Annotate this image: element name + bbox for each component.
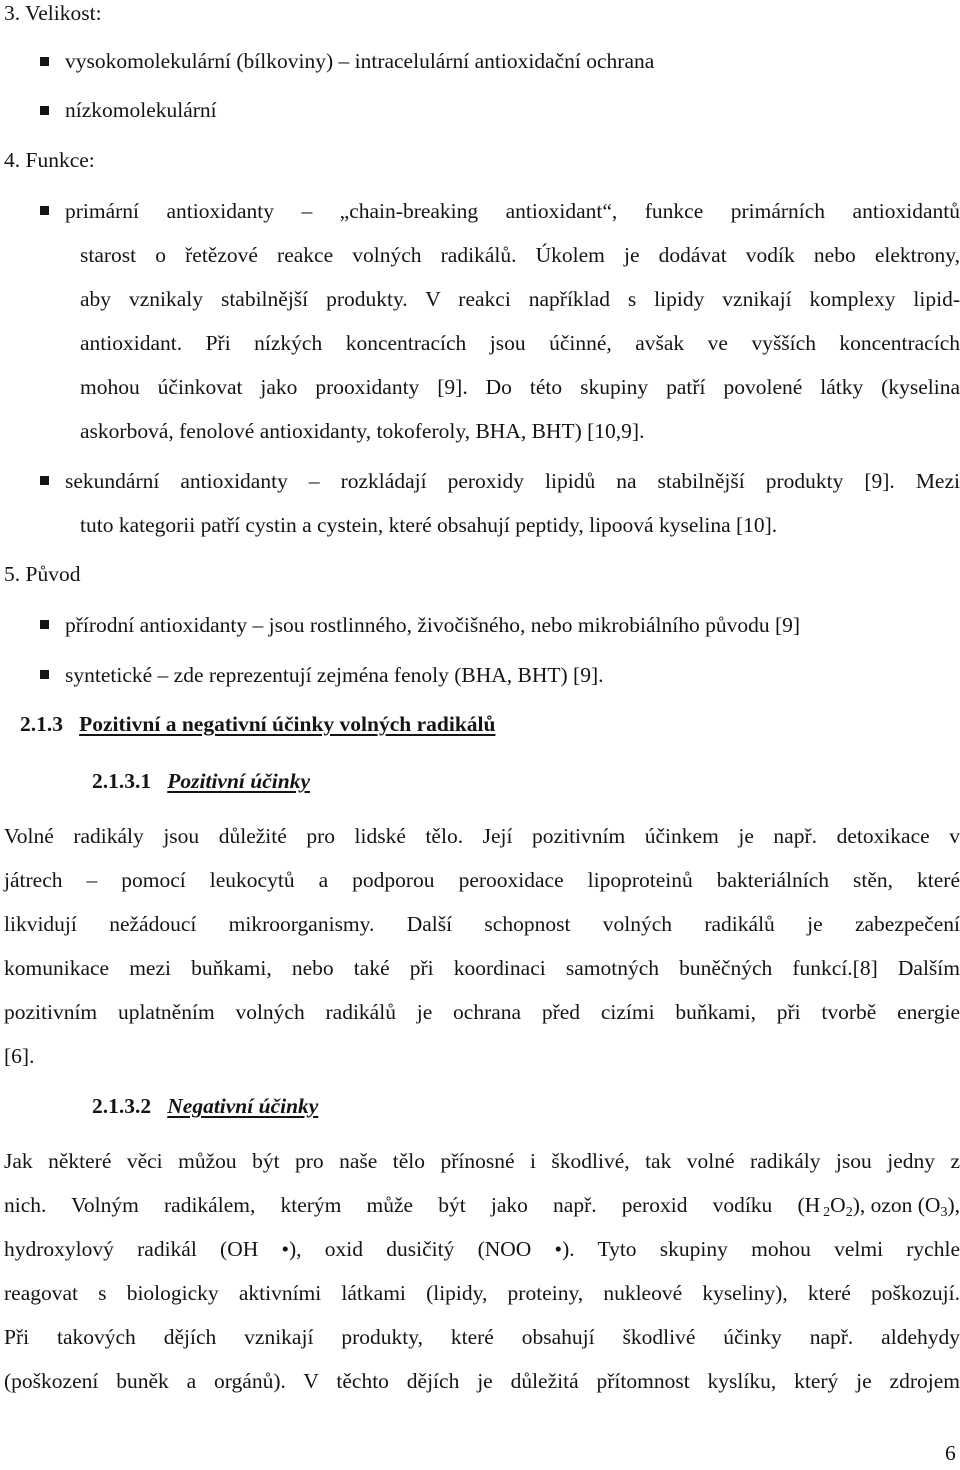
bullet-icon — [40, 106, 49, 115]
subscript: 3 — [940, 1205, 948, 1220]
size-item-1: vysokomolekulární (bílkoviny) – intracelulární antioxidační ochrana — [65, 49, 655, 73]
section-title: Pozitivní a negativní účinky volných radikálů — [79, 712, 496, 736]
origin-item-1: přírodní antioxidanty – jsou rostlinného, živočišného, nebo mikrobiálního původu [9] — [65, 613, 801, 637]
bullet-icon — [40, 620, 49, 629]
negative-line-2-text: nich. Volným radikálem, kterým může být jako např. peroxid vodíku (H — [4, 1193, 821, 1217]
formula-h2o2: $_2O_2$), ozon $(O_3)$, — [823, 1193, 960, 1220]
subscript: 2 — [823, 1205, 831, 1220]
positive-line-6: [6]. — [4, 1044, 35, 1068]
secondary-line-2: tuto kategorii patří cystin a cystein, které obsahují peptidy, lipoová kyselina [10]. — [80, 513, 778, 537]
section-heading-2-1-3-2 — [92, 1093, 318, 1119]
bullet-icon — [40, 206, 49, 215]
section-title: Negativní účinky — [167, 1094, 319, 1118]
section-title: Pozitivní účinky — [167, 769, 310, 793]
positive-line-4: komunikace mezi buňkami, nebo také při koordinaci samotných buněčných funkcí.[8] Dalším — [4, 956, 960, 980]
bullet-icon — [40, 57, 49, 66]
size-item-2: nízkomolekulární — [65, 98, 217, 122]
section-heading-2-1-3 — [20, 711, 495, 737]
negative-line-3: hydroxylový radikál (OH •), oxid dusičitý (NOO •). Tyto skupiny mohou velmi rychle — [4, 1237, 960, 1261]
negative-line-1: Jak některé věci můžou být pro naše tělo přínosné i škodlivé, tak volné radikály jsou jedny z — [4, 1149, 960, 1173]
positive-line-3: likvidují nežádoucí mikroorganismy. Další schopnost volných radikálů je zabezpečení — [4, 912, 960, 936]
origin-heading: 5. Původ — [4, 562, 81, 586]
subscript: 2 — [845, 1205, 853, 1220]
primary-line-3: aby vznikaly stabilnější produkty. V reakci například s lipidy vznikají komplexy lipid- — [80, 287, 960, 311]
section-number: 2.1.3.2 — [92, 1094, 152, 1118]
negative-line-2 — [4, 1192, 960, 1218]
negative-line-6: (poškození buněk a orgánů). V těchto dějích je důležitá přítomnost kyslíku, který je zdrojem — [4, 1369, 960, 1393]
size-heading: 3. Velikost: — [4, 1, 102, 25]
page-number: 6 — [945, 1441, 956, 1465]
primary-line-4: antioxidant. Při nízkých koncentracích jsou účinné, avšak ve vyšších koncentracích — [80, 331, 960, 355]
positive-line-5: pozitivním uplatněním volných radikálů je ochrana před cizími buňkami, při tvorbě energie — [4, 1000, 960, 1024]
section-number: 2.1.3 — [20, 712, 63, 736]
origin-item-2: syntetické – zde reprezentují zejména fenoly (BHA, BHT) [9]. — [65, 663, 604, 687]
primary-line-5: mohou účinkovat jako prooxidanty [9]. Do této skupiny patří povolené látky (kyselina — [80, 375, 960, 399]
primary-line-1: primární antioxidanty – „chain-breaking antioxidant“, funkce primárních antioxidantů — [65, 199, 960, 223]
section-heading-2-1-3-1 — [92, 768, 310, 794]
negative-line-4: reagovat s biologicky aktivními látkami (lipidy, proteiny, nukleové kyseliny), které poškozují. — [4, 1281, 960, 1305]
bullet-icon — [40, 670, 49, 679]
positive-line-2: játrech – pomocí leukocytů a podporou perooxidace lipoproteinů bakteriálních stěn, které — [4, 868, 960, 892]
section-number: 2.1.3.1 — [92, 769, 152, 793]
bullet-icon — [40, 476, 49, 485]
negative-line-5: Při takových dějích vznikají produkty, které obsahují škodlivé účinky např. aldehydy — [4, 1325, 960, 1349]
function-heading: 4. Funkce: — [4, 148, 95, 172]
primary-line-6: askorbová, fenolové antioxidanty, tokoferoly, BHA, BHT) [10,9]. — [80, 419, 645, 443]
secondary-line-1: sekundární antioxidanty – rozkládají peroxidy lipidů na stabilnější produkty [9]. Mezi — [65, 469, 960, 493]
primary-line-2: starost o řetězové reakce volných radikálů. Úkolem je dodávat vodík nebo elektrony, — [80, 243, 960, 267]
positive-line-1: Volné radikály jsou důležité pro lidské tělo. Její pozitivním účinkem je např. detoxikace v — [4, 824, 960, 848]
